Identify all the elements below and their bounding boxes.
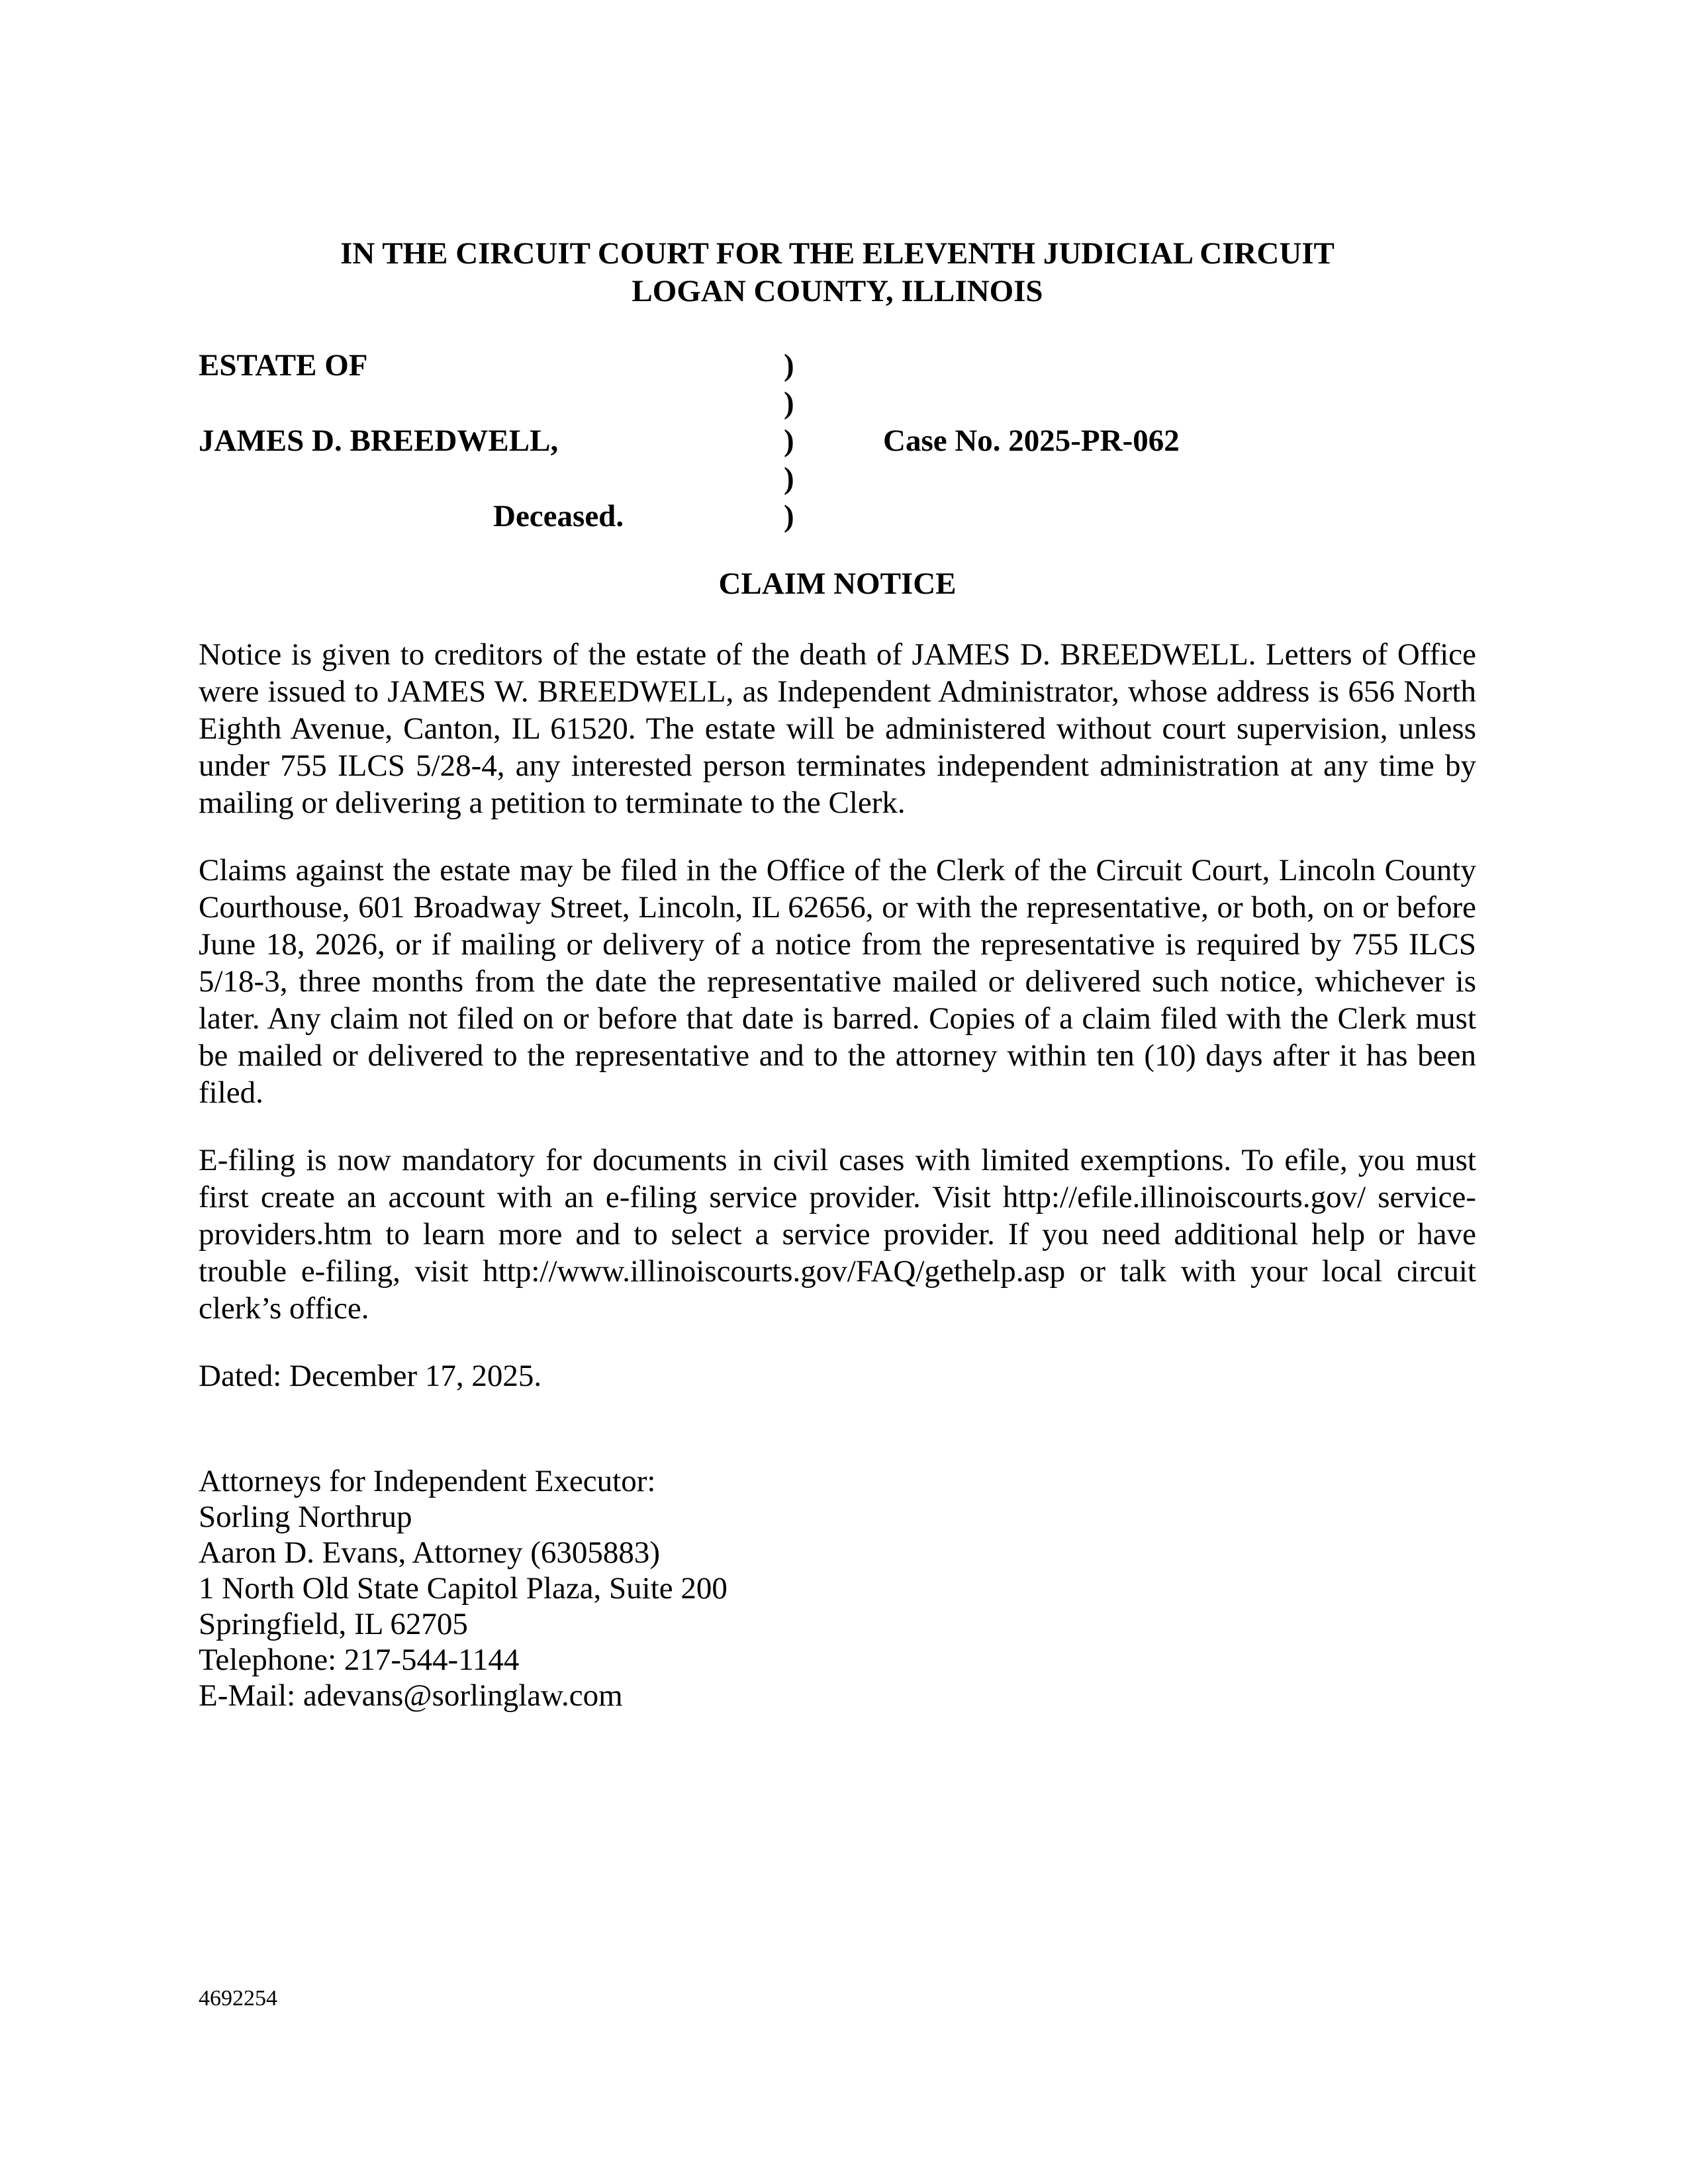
caption-left-spacer: [199, 460, 784, 498]
caption-row: [199, 385, 1476, 422]
caption-paren: ): [784, 386, 794, 420]
attorney-firm-name: Sorling Northrup: [199, 1500, 412, 1534]
caption-right-spacer: [883, 498, 1476, 535]
attorney-email: E-Mail: adevans@sorlinglaw.com: [199, 1678, 623, 1713]
document-body: [199, 636, 1476, 1394]
caption-paren: ): [784, 348, 794, 383]
dated-line: Dated: December 17, 2025.: [199, 1359, 542, 1393]
paragraph-claims-filing: Claims against the estate may be filed in the Office of the Clerk of the Circuit Court, Lincoln County Courthouse, 601 Broadway Street, Lincoln, IL 62656, or with the representative, or both, on or before June 18, 2026, or if mailing or delivery of a notice from the representative is required by 755 ILCS 5/18-3, three months from the date the representative mailed or delivered such notice, whichever is later. Any claim not filed on or before that date is barred. Copies of a claim filed with the Clerk must be mailed or delivered to the representative and to the attorney within ten (10) days after it has been filed.: [199, 853, 1476, 1110]
caption-right-spacer: [883, 460, 1476, 498]
document-title: CLAIM NOTICE: [718, 567, 957, 601]
paragraph-notice-to-creditors: Notice is given to creditors of the estate of the death of JAMES D. BREEDWELL. Letters of Office were issued to JAMES W. BREEDWELL, as Independent Administrator, whose address is 656 North Eighth Avenue, Canton, IL 61520. The estate will be administered without court supervision, unless under 755 ILCS 5/28-4, any interested person terminates independent administration at any time by mailing or delivering a petition to terminate to the Clerk.: [199, 637, 1476, 820]
caption-paren: ): [784, 499, 794, 533]
caption-left-spacer: [199, 385, 784, 422]
court-header-line2: LOGAN COUNTY, ILLINOIS: [632, 274, 1043, 308]
court-header: [199, 235, 1476, 310]
attorney-name-line: Aaron D. Evans, Attorney (6305883): [199, 1535, 661, 1570]
court-header-line1: IN THE CIRCUIT COURT FOR THE ELEVENTH JUDICIAL CIRCUIT: [340, 236, 1335, 271]
caption-paren: ): [784, 461, 794, 496]
caption-estate-of: ESTATE OF: [199, 348, 368, 383]
attorney-address-line1: 1 North Old State Capitol Plaza, Suite 200: [199, 1571, 727, 1606]
caption-deceased-label: Deceased.: [493, 499, 624, 533]
caption-case-number: Case No. 2025-PR-062: [883, 424, 1180, 458]
attorney-address-line2: Springfield, IL 62705: [199, 1607, 468, 1641]
caption-decedent-name: JAMES D. BREEDWELL,: [199, 424, 559, 458]
attorney-block-heading: Attorneys for Independent Executor:: [199, 1464, 656, 1498]
case-caption: [199, 347, 1476, 535]
attorney-telephone: Telephone: 217-544-1144: [199, 1643, 520, 1677]
caption-row: [199, 460, 1476, 498]
paragraph-efiling: E-filing is now mandatory for documents in civil cases with limited exemptions. To efile, you must first create an account with an e-filing service provider. Visit http://efile.illinoiscourts.gov/ service-providers.htm to learn more and to select a service provider. If you need additional help or have trouble e-filing, visit http://www.illinoiscourts.gov/FAQ/gethelp.asp or talk with your local circuit clerk’s office.: [199, 1143, 1476, 1326]
caption-right-spacer: [883, 347, 1476, 385]
caption-right-spacer: [883, 385, 1476, 422]
caption-paren: ): [784, 424, 794, 458]
footer-document-number: 4692254: [199, 1986, 277, 2011]
caption-row: [199, 422, 1476, 460]
attorney-block: [199, 1463, 1476, 1713]
caption-row: [199, 498, 1476, 535]
caption-row: [199, 347, 1476, 385]
